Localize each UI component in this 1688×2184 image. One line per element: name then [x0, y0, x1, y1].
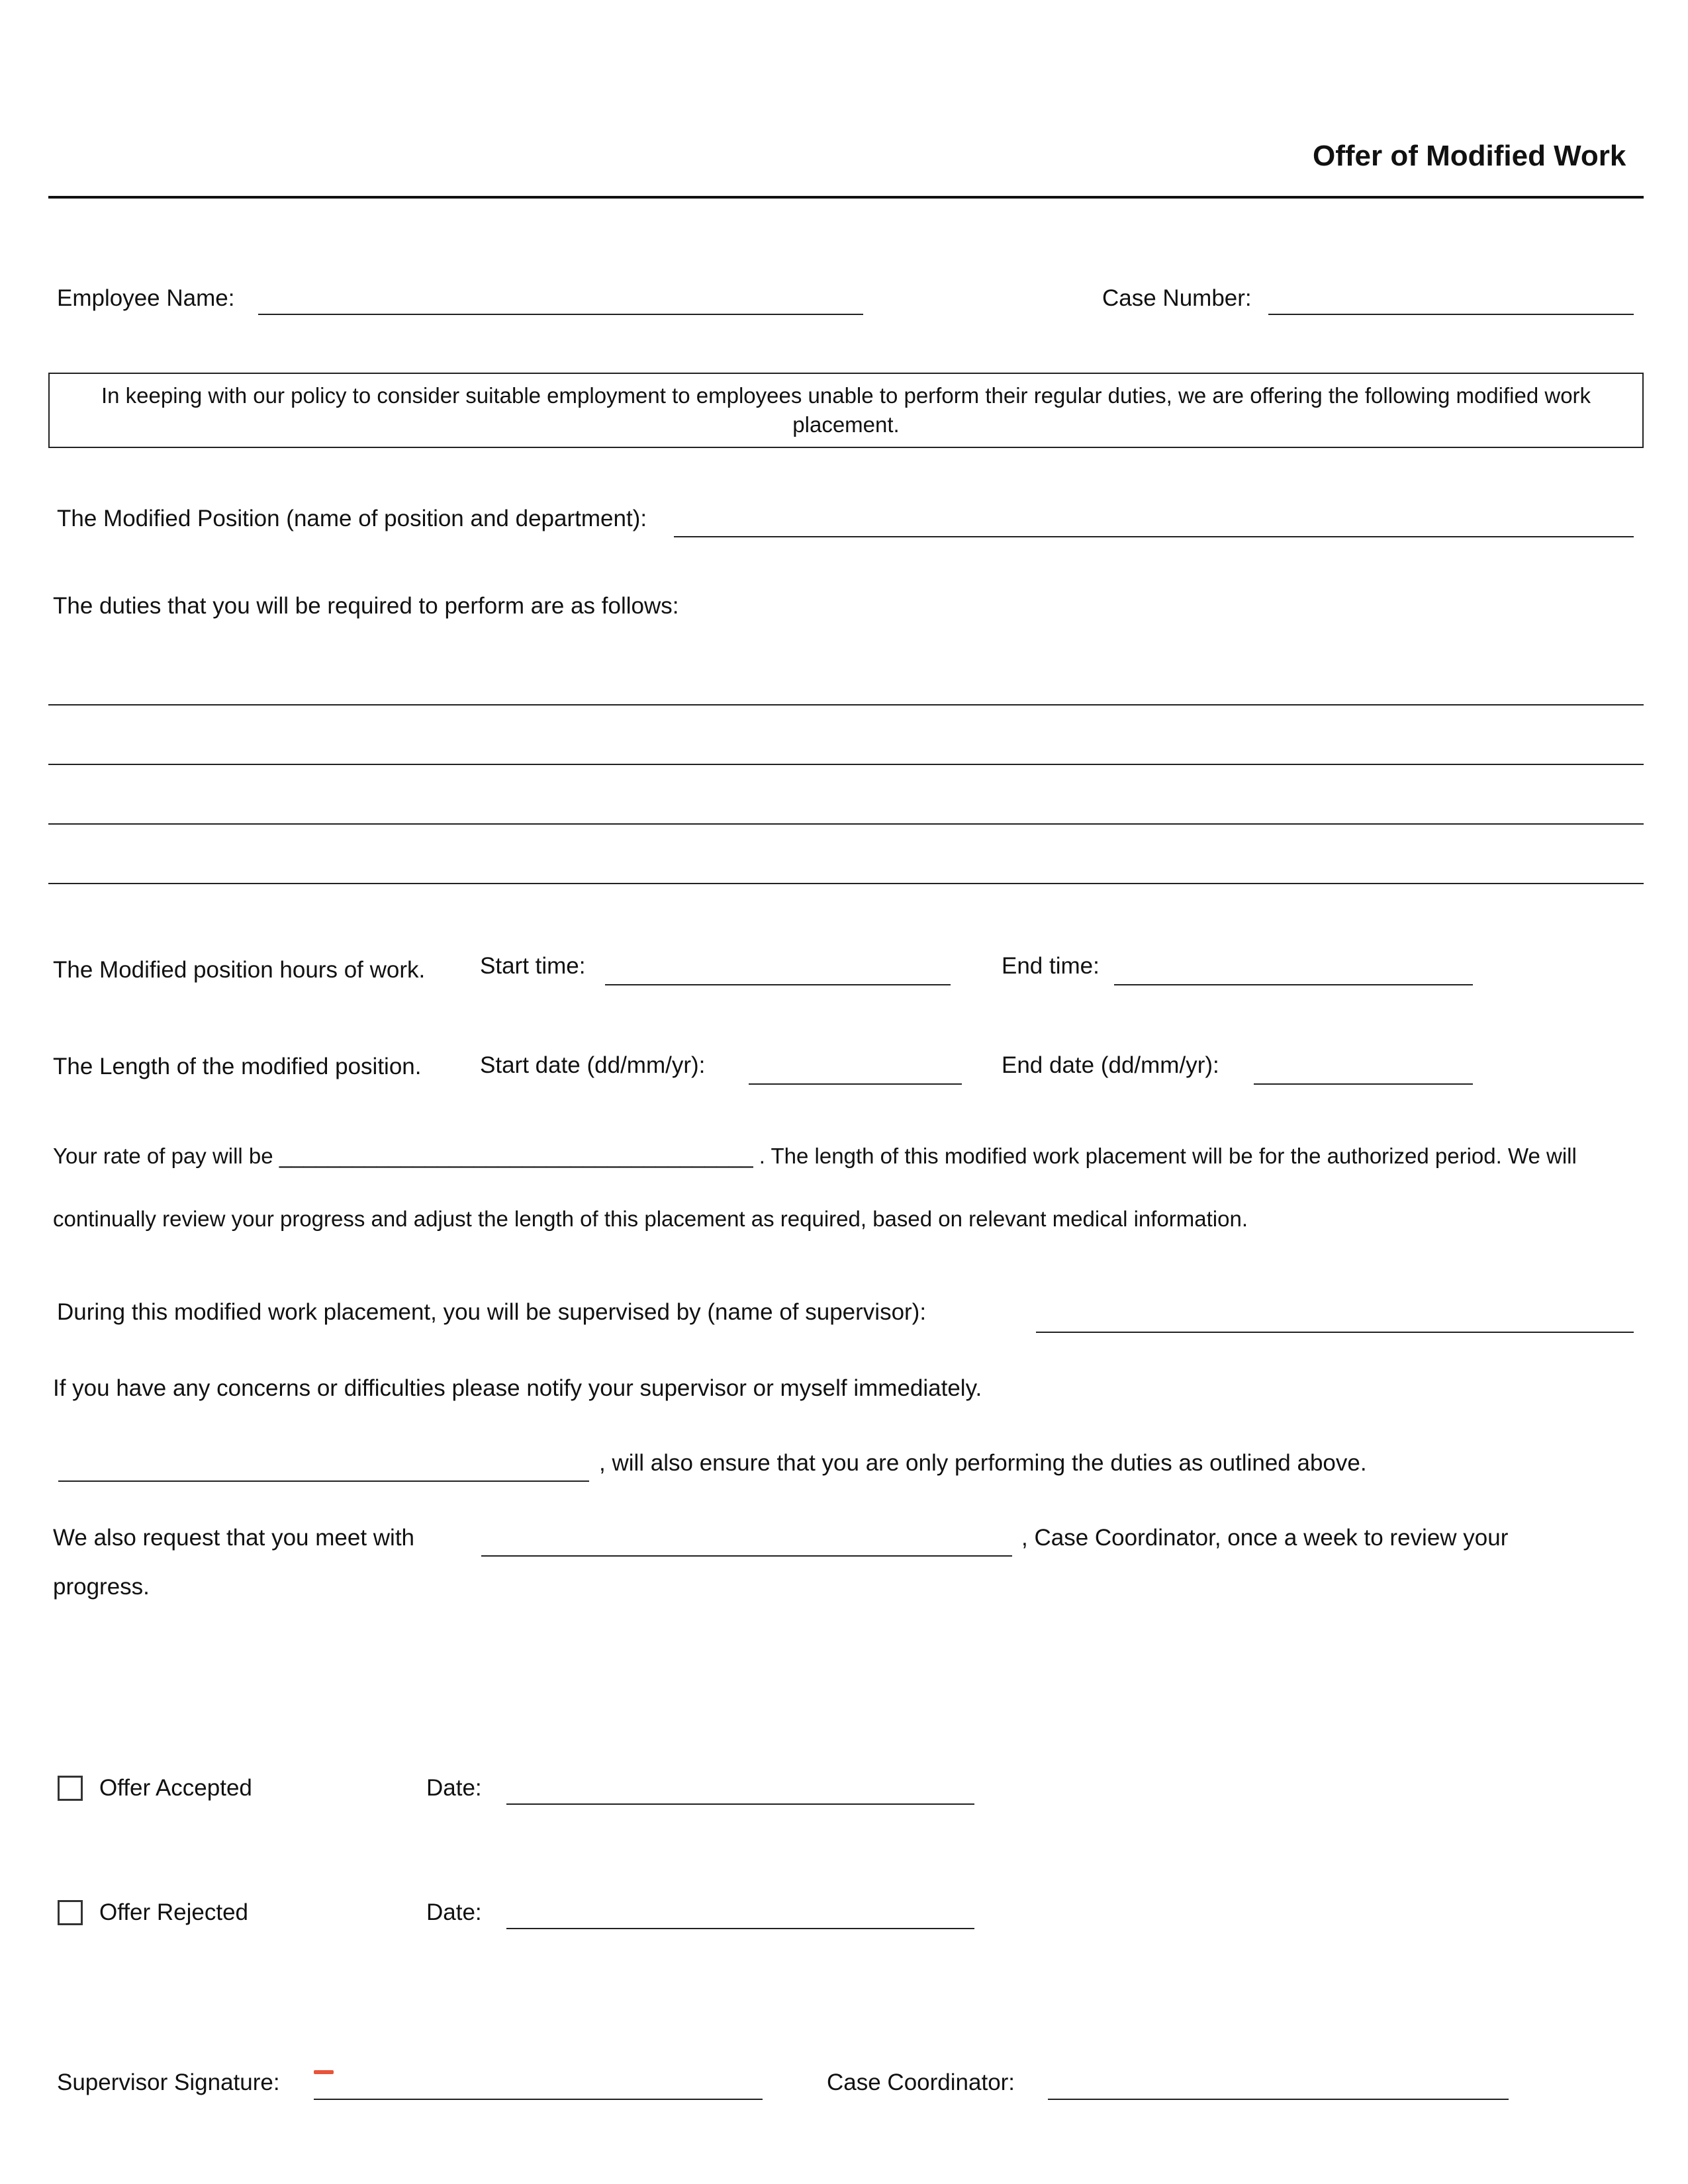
- pay-prefix: Your rate of pay will be: [53, 1144, 273, 1168]
- signature-marker-icon: [314, 2070, 334, 2074]
- end-time-field[interactable]: [1114, 984, 1473, 985]
- pay-paragraph-line-1: [53, 1145, 1577, 1167]
- case-number-label: Case Number:: [1102, 285, 1252, 311]
- concerns-text: If you have any concerns or difficulties please notify your supervisor or myself immediately.: [53, 1375, 982, 1401]
- offer-accepted-label: Offer Accepted: [99, 1775, 252, 1801]
- form-title: Offer of Modified Work: [1313, 140, 1626, 172]
- pay-rate-blank[interactable]: _______________________________________: [279, 1144, 753, 1168]
- employee-name-label: Employee Name:: [57, 285, 235, 311]
- modified-position-field[interactable]: [674, 536, 1634, 537]
- duties-line-4[interactable]: [48, 883, 1644, 884]
- meet-prefix: We also request that you meet with: [53, 1525, 415, 1551]
- policy-notice: In keeping with our policy to consider suitable employment to employees unable to perform their regular duties, we are offering the following modified work placement.: [48, 373, 1644, 448]
- offer-rejected-label: Offer Rejected: [99, 1899, 249, 1925]
- pay-paragraph-line-2: continually review your progress and adjust the length of this placement as required, based on relevant medical information.: [53, 1206, 1248, 1231]
- ensure-person-field[interactable]: [58, 1480, 589, 1482]
- rejected-date-label: Date:: [426, 1899, 482, 1925]
- supervisor-signature-label: Supervisor Signature:: [57, 2070, 280, 2095]
- supervisor-signature-field[interactable]: [314, 2099, 763, 2100]
- end-date-label: End date (dd/mm/yr):: [1002, 1052, 1219, 1078]
- supervised-by-label: During this modified work placement, you will be supervised by (name of supervisor):: [57, 1299, 927, 1325]
- start-date-field[interactable]: [749, 1083, 962, 1085]
- accepted-date-label: Date:: [426, 1775, 482, 1801]
- duties-line-1[interactable]: [48, 704, 1644, 705]
- end-date-field[interactable]: [1254, 1083, 1473, 1085]
- hours-label: The Modified position hours of work.: [53, 957, 426, 983]
- case-coordinator-label: Case Coordinator:: [827, 2070, 1015, 2095]
- duties-line-2[interactable]: [48, 764, 1644, 765]
- start-time-label: Start time:: [480, 953, 586, 979]
- case-number-field[interactable]: [1268, 314, 1634, 315]
- header-rule: [48, 196, 1644, 199]
- supervisor-name-field[interactable]: [1036, 1332, 1634, 1333]
- start-time-field[interactable]: [605, 984, 951, 985]
- end-time-label: End time:: [1002, 953, 1100, 979]
- employee-name-field[interactable]: [258, 314, 863, 315]
- case-coordinator-name-field[interactable]: [481, 1555, 1012, 1557]
- offer-rejected-checkbox[interactable]: [58, 1900, 83, 1925]
- offer-accepted-checkbox[interactable]: [58, 1776, 83, 1801]
- meet-suffix: , Case Coordinator, once a week to review your: [1021, 1525, 1509, 1551]
- case-coordinator-signature-field[interactable]: [1048, 2099, 1509, 2100]
- meet-line-2: progress.: [53, 1574, 150, 1600]
- start-date-label: Start date (dd/mm/yr):: [480, 1052, 706, 1078]
- rejected-date-field[interactable]: [506, 1928, 974, 1929]
- modified-position-label: The Modified Position (name of position and department):: [57, 506, 647, 531]
- duties-line-3[interactable]: [48, 823, 1644, 825]
- accepted-date-field[interactable]: [506, 1803, 974, 1805]
- duties-label: The duties that you will be required to perform are as follows:: [53, 593, 679, 619]
- length-label: The Length of the modified position.: [53, 1054, 422, 1079]
- ensure-text: , will also ensure that you are only performing the duties as outlined above.: [599, 1450, 1367, 1476]
- pay-suffix: . The length of this modified work placement will be for the authorized period. We will: [759, 1144, 1577, 1168]
